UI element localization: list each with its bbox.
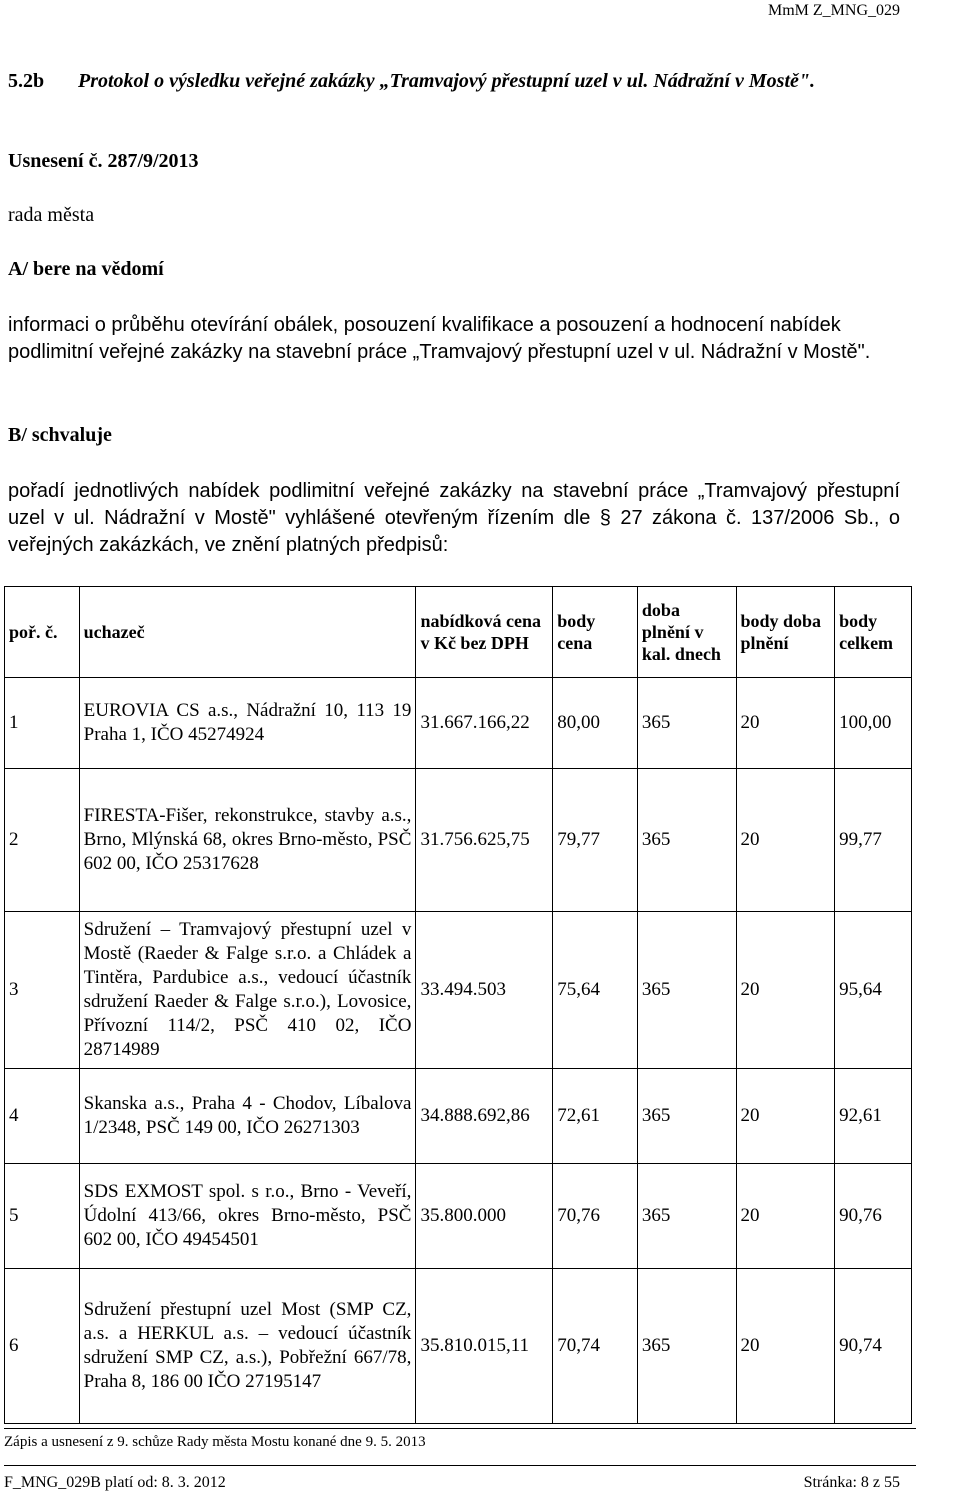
row-price: 35.800.000 — [416, 1164, 553, 1269]
row-price-points: 70,76 — [553, 1164, 638, 1269]
table-header-row — [5, 587, 912, 678]
row-total: 90,76 — [835, 1164, 912, 1269]
row-price: 31.667.166,22 — [416, 678, 553, 769]
header-bidder: uchazeč — [79, 587, 416, 678]
row-price-points: 75,64 — [553, 912, 638, 1069]
row-rank: 6 — [5, 1269, 80, 1424]
row-price-points: 70,74 — [553, 1269, 638, 1424]
table-row — [5, 912, 912, 1069]
row-days: 365 — [637, 912, 736, 1069]
council-label: rada města — [8, 204, 95, 226]
table-row — [5, 769, 912, 912]
section-a-heading: A/ bere na vědomí — [8, 258, 164, 280]
row-rank: 2 — [5, 769, 80, 912]
row-bidder: SDS EXMOST spol. s r.o., Brno - Veveří, Údolní 413/66, okres Brno-město, PSČ 602 00, IČO 49454501 — [79, 1164, 416, 1269]
section-b-heading: B/ schvaluje — [8, 424, 112, 446]
section-b-text: pořadí jednotlivých nabídek podlimitní veřejné zakázky na stavební práce „Tramvajový přestupní uzel v ul. Nádražní v Mostě" vyhlášené otevřeným řízením dle § 27 zákona č. 137/2006 Sb., o veřejných zakázkách, ve znění platných předpisů: — [8, 480, 900, 556]
row-rank: 3 — [5, 912, 80, 1069]
table-row — [5, 1269, 912, 1424]
row-price: 34.888.692,86 — [416, 1069, 553, 1164]
row-rank: 4 — [5, 1069, 80, 1164]
row-bidder: Sdružení přestupní uzel Most (SMP CZ, a.s. a HERKUL a.s. – vedoucí účastník sdružení SMP CZ, a.s.), Pobřežní 667/78, Praha 8, 186 00 IČO 27195147 — [79, 1269, 416, 1424]
header-price: nabídková cena v Kč bez DPH — [416, 587, 553, 678]
section-a-text: informaci o průběhu otevírání obálek, posouzení kvalifikace a posouzení a hodnocení nabídek podlimitní veřejné zakázky na stavební práce „Tramvajový přestupní uzel v ul. Nádražní v Mostě". — [8, 314, 871, 363]
header-total: body celkem — [835, 587, 912, 678]
table-row — [5, 1164, 912, 1269]
header-days-points: body doba plnění — [736, 587, 835, 678]
row-total: 95,64 — [835, 912, 912, 1069]
row-rank: 1 — [5, 678, 80, 769]
row-days-points: 20 — [736, 1269, 835, 1424]
row-total: 99,77 — [835, 769, 912, 912]
meeting-footnote: Zápis a usnesení z 9. schůze Rady města Mostu konané dne 9. 5. 2013 — [4, 1434, 426, 1450]
row-price-points: 80,00 — [553, 678, 638, 769]
row-days: 365 — [637, 1069, 736, 1164]
resolution-number: Usnesení č. 287/9/2013 — [8, 150, 199, 172]
row-price-points: 72,61 — [553, 1069, 638, 1164]
item-title — [8, 68, 908, 95]
item-number: 5.2b — [8, 70, 45, 92]
item-title-text: Protokol o výsledku veřejné zakázky „Tramvajový přestupní uzel v ul. Nádražní v Mostě". — [78, 70, 815, 92]
row-days-points: 20 — [736, 912, 835, 1069]
row-bidder: FIRESTA-Fišer, rekonstrukce, stavby a.s., Brno, Mlýnská 68, okres Brno-město, PSČ 602 00, IČO 25317628 — [79, 769, 416, 912]
row-bidder: Sdružení – Tramvajový přestupní uzel v Mostě (Raeder & Falge s.r.o. a Chládek a Tintěra, Pardubice a.s., vedoucí účastník sdružení Raeder & Falge s.r.o.), Lovosice, Přívozní 114/2, PSČ 410 02, IČO 28714989 — [79, 912, 416, 1069]
header-price-points: body cena — [553, 587, 638, 678]
row-total: 90,74 — [835, 1269, 912, 1424]
row-days: 365 — [637, 1164, 736, 1269]
document-code: MmM Z_MNG_029 — [767, 2, 900, 19]
header-rank: poř. č. — [5, 587, 80, 678]
row-total: 92,61 — [835, 1069, 912, 1164]
row-price: 31.756.625,75 — [416, 769, 553, 912]
row-total: 100,00 — [835, 678, 912, 769]
row-price: 33.494.503 — [416, 912, 553, 1069]
row-days: 365 — [637, 769, 736, 912]
row-price: 35.810.015,11 — [416, 1269, 553, 1424]
row-days-points: 20 — [736, 769, 835, 912]
row-days: 365 — [637, 1269, 736, 1424]
row-days-points: 20 — [736, 1164, 835, 1269]
footnote-divider — [4, 1428, 916, 1429]
row-days-points: 20 — [736, 1069, 835, 1164]
table-row — [5, 678, 912, 769]
header-days: doba plnění v kal. dnech — [637, 587, 736, 678]
footer-divider — [4, 1465, 916, 1466]
row-price-points: 79,77 — [553, 769, 638, 912]
row-bidder: Skanska a.s., Praha 4 - Chodov, Líbalova 1/2348, PSČ 149 00, IČO 26271303 — [79, 1069, 416, 1164]
table-row — [5, 1069, 912, 1164]
page-number: Stránka: 8 z 55 — [803, 1474, 900, 1491]
bid-ranking-table — [4, 586, 912, 1424]
form-validity: F_MNG_029B platí od: 8. 3. 2012 — [4, 1474, 226, 1491]
row-days-points: 20 — [736, 678, 835, 769]
row-days: 365 — [637, 678, 736, 769]
row-bidder: EUROVIA CS a.s., Nádražní 10, 113 19 Praha 1, IČO 45274924 — [79, 678, 416, 769]
row-rank: 5 — [5, 1164, 80, 1269]
